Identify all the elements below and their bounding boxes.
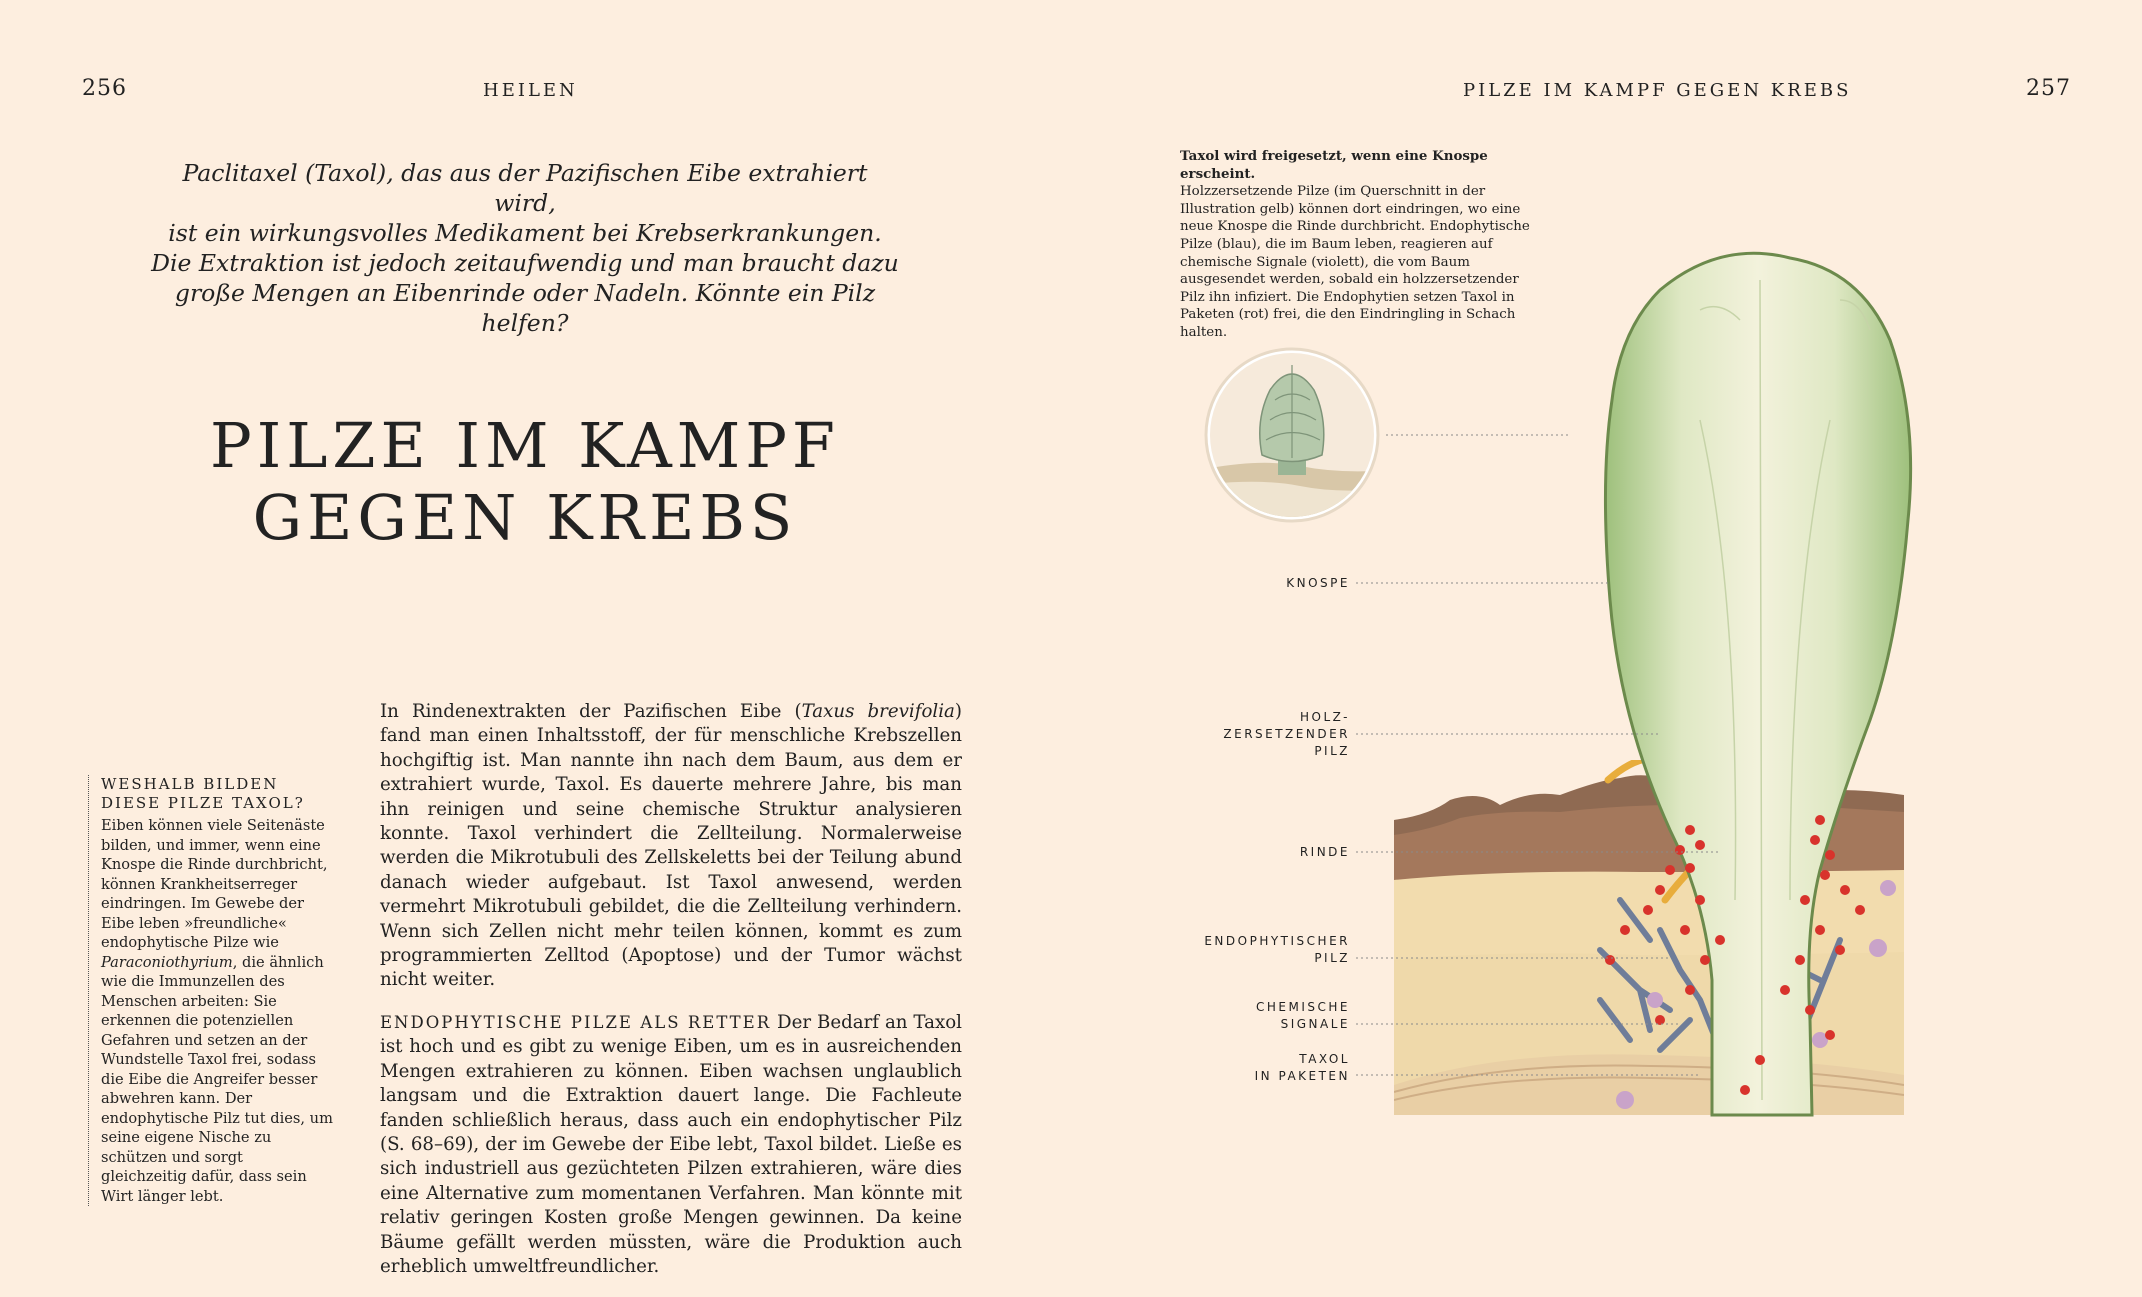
intro-text	[150, 158, 900, 338]
page-number-right: 257	[2026, 76, 2071, 101]
inset-circle	[1200, 349, 1390, 530]
page-number-left: 256	[82, 76, 127, 101]
intro-line: ist ein wirkungsvolles Medikament bei Krebserkrankungen.	[168, 219, 882, 247]
label-line: RINDE	[1299, 845, 1350, 859]
section-heading: ENDOPHYTISCHE PILZE ALS RETTER	[380, 1012, 772, 1032]
label-line: PILZ	[1314, 951, 1350, 965]
label-holzzersetzender-pilz	[1140, 709, 1350, 760]
label-knospe	[1140, 575, 1350, 592]
label-line: ENDOPHYTISCHER	[1204, 934, 1350, 948]
label-line: HOLZ-	[1300, 710, 1350, 724]
sidebar-text-italic: Paraconiothyrium	[101, 953, 233, 971]
taxol-illustration	[1180, 240, 1940, 1120]
label-taxol-in-paketen	[1140, 1051, 1350, 1085]
sidebar-text	[101, 816, 333, 1206]
label-line: KNOSPE	[1286, 576, 1350, 590]
label-chemische-signale	[1140, 999, 1350, 1033]
body-text-part: Der Bedarf an Taxol ist hoch und es gibt zu wenige Eiben, um es in ausreichenden Mengen extrahieren zu können. Eiben wachsen unglaublich langsam und die Extraktion dauert lange. Die Fachleute fanden schließlich heraus, dass auch ein endophytischer Pilz (S. 68–69), der im Gewebe der Eibe lebt, Taxol bildet. Ließe es sich industriell aus gezüchteten Pilzen extrahieren, wäre dies eine Alternative zum momentanen Verfahren. Man könnte mit relativ geringen Kosten große Mengen gewinnen. Da keine Bäume gefällt werden müssten, wäre die Produktion auch erheblich umweltfreundlicher.	[380, 1011, 962, 1277]
caption-heading: Taxol wird freigesetzt, wenn eine Knospe erscheint.	[1180, 148, 1488, 182]
sidebar-heading-line: WESHALB BILDEN	[101, 775, 279, 793]
body-text-part: In Rindenextrakten der Pazifischen Eibe (	[380, 701, 802, 722]
sidebar-heading	[101, 775, 333, 813]
title-line: PILZE IM KAMPF	[210, 409, 840, 482]
label-line: PILZ	[1314, 744, 1350, 758]
label-rinde	[1140, 844, 1350, 861]
body-text	[380, 700, 962, 1297]
intro-line: Die Extraktion ist jedoch zeitaufwendig und man braucht dazu	[151, 249, 899, 277]
title-line: GEGEN KREBS	[252, 481, 798, 554]
body-paragraph-2	[380, 1011, 962, 1279]
sidebar-heading-line: DIESE PILZE TAXOL?	[101, 794, 305, 812]
sidebar-text-part: Eiben können viele Seitenäste bilden, und immer, wenn eine Knospe die Rinde durchbricht, können Krankheitserreger eindringen. Im Gewebe der Eibe leben »freundliche« endophytische Pilze wie	[101, 817, 328, 951]
intro-line: große Mengen an Eibenrinde oder Nadeln. Könnte ein Pilz helfen?	[174, 279, 876, 337]
caption-text: Holzzersetzende Pilze (im Querschnitt in der Illustration gelb) können dort eindringen, wo eine neue Knospe die Rinde durchbricht. Endophytische Pilze (blau), die im Baum leben, reagieren auf chemische Signale (violett), die vom Baum ausgesendet werden, sobald ein holzzersetzender Pilz ihn infiziert. Die Endophytien setzen Taxol in Paketen (rot) frei, die den Eindringling in Schach halten.	[1180, 184, 1530, 340]
running-head-right: PILZE IM KAMPF GEGEN KREBS	[1463, 80, 1852, 101]
label-line: TAXOL	[1299, 1052, 1350, 1066]
intro-line: Paclitaxel (Taxol), das aus der Pazifischen Eibe extrahiert wird,	[182, 159, 868, 217]
body-paragraph-1	[380, 700, 962, 993]
label-line: SIGNALE	[1280, 1017, 1350, 1031]
sidebar-box	[88, 775, 333, 1206]
label-line: ZERSETZENDER	[1223, 727, 1350, 741]
page-title	[150, 410, 900, 554]
sidebar-text-part: , die ähnlich wie die Immunzellen des Menschen arbeiten: Sie erkennen die potenziellen Gefahren und setzen an der Wundstelle Taxol frei, sodass die Eibe die Angreifer besser abwehren kann. Der endophytische Pilz tut dies, um seine eigene Nische zu schützen und sorgt gleichzeitig dafür, dass sein Wirt länger lebt.	[101, 953, 333, 1205]
running-head-left: HEILEN	[483, 80, 578, 101]
label-line: IN PAKETEN	[1254, 1069, 1350, 1083]
body-text-part: ) fand man einen Inhaltsstoff, der für menschliche Krebszellen hochgiftig ist. Man nannte ihn nach dem Baum, aus dem er extrahiert wurde, Taxol. Es dauerte mehrere Jahre, bis man ihn reinigen und seine chemische Struktur analysieren konnte. Taxol verhindert die Zellteilung. Normalerweise werden die Mikrotubuli des Zellskeletts bei der Teilung abund danach wieder aufgebaut. Ist Taxol anwesend, werden vermehrt Mikrotubuli gebildet, die die Zellteilung verhindern. Wenn sich Zellen nicht mehr teilen können, kommt es zum programmierten Zelltod (Apoptose) und der Tumor wächst nicht weiter.	[380, 701, 962, 991]
label-line: CHEMISCHE	[1256, 1000, 1350, 1014]
label-endophytischer-pilz	[1140, 933, 1350, 967]
body-text-italic: Taxus brevifolia	[801, 701, 955, 722]
